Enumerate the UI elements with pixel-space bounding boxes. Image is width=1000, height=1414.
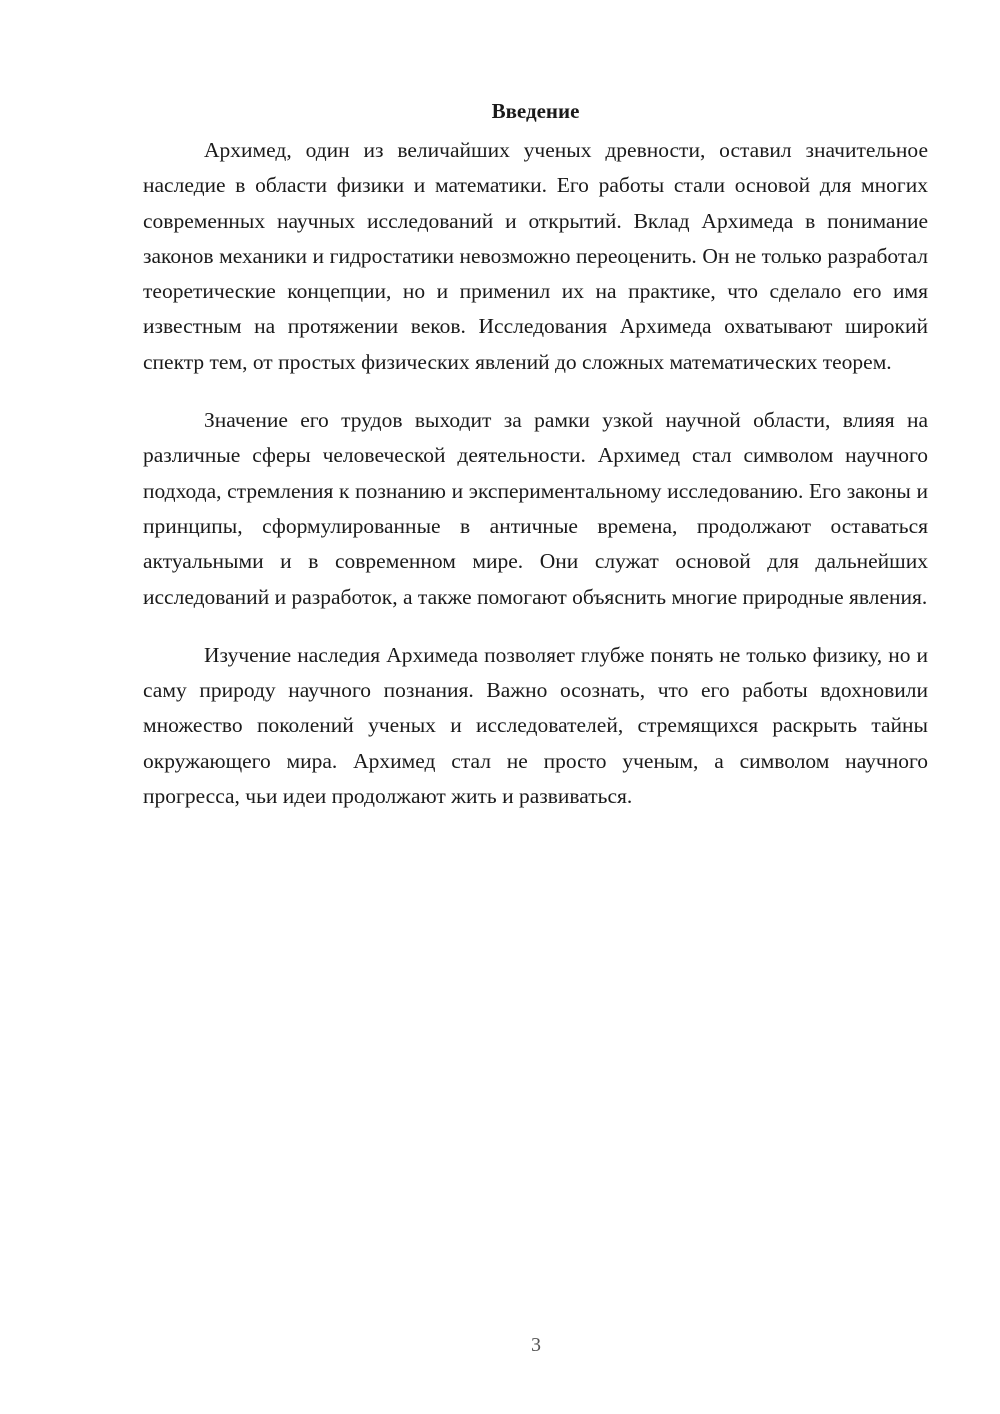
paragraph-2: Значение его трудов выходит за рамки узкой научной области, влияя на различные сферы человеческой деятельности. Архимед стал символом научного подхода, стремления к познанию и экспериментальному исследованию. Его законы и принципы, сформулированные в античные времена, продолжают оставаться актуальными и в современном мире. Они служат основой для дальнейших исследований и разработок, а также помогают объяснить многие природные явления. bbox=[143, 408, 928, 609]
paragraph-3: Изучение наследия Архимеда позволяет глубже понять не только физику, но и саму природу научного познания. Важно осознать, что его работы вдохновили множество поколений ученых и исследователей, стремящихся раскрыть тайны окружающего мира. Архимед стал не просто ученым, а символом научного прогресса, чьи идеи продолжают жить и развиваться. bbox=[143, 642, 928, 809]
page-number: 3 bbox=[531, 1334, 541, 1356]
section-title: Введение bbox=[491, 99, 580, 123]
paragraph-1: Архимед, один из величайших ученых древности, оставил значительное наследие в области физики и математики. Его работы стали основой для многих современных научных исследований и открытий. Вклад Архимеда в понимание законов механики и гидростатики невозможно переоценить. Он не только разработал теоретические концепции, но и применил их на практике, что сделало его имя известным на протяжении веков. Исследования Архимеда охватывают широкий спектр тем, от простых физических явлений до сложных математических теорем. bbox=[143, 138, 928, 374]
page-content bbox=[143, 96, 928, 837]
